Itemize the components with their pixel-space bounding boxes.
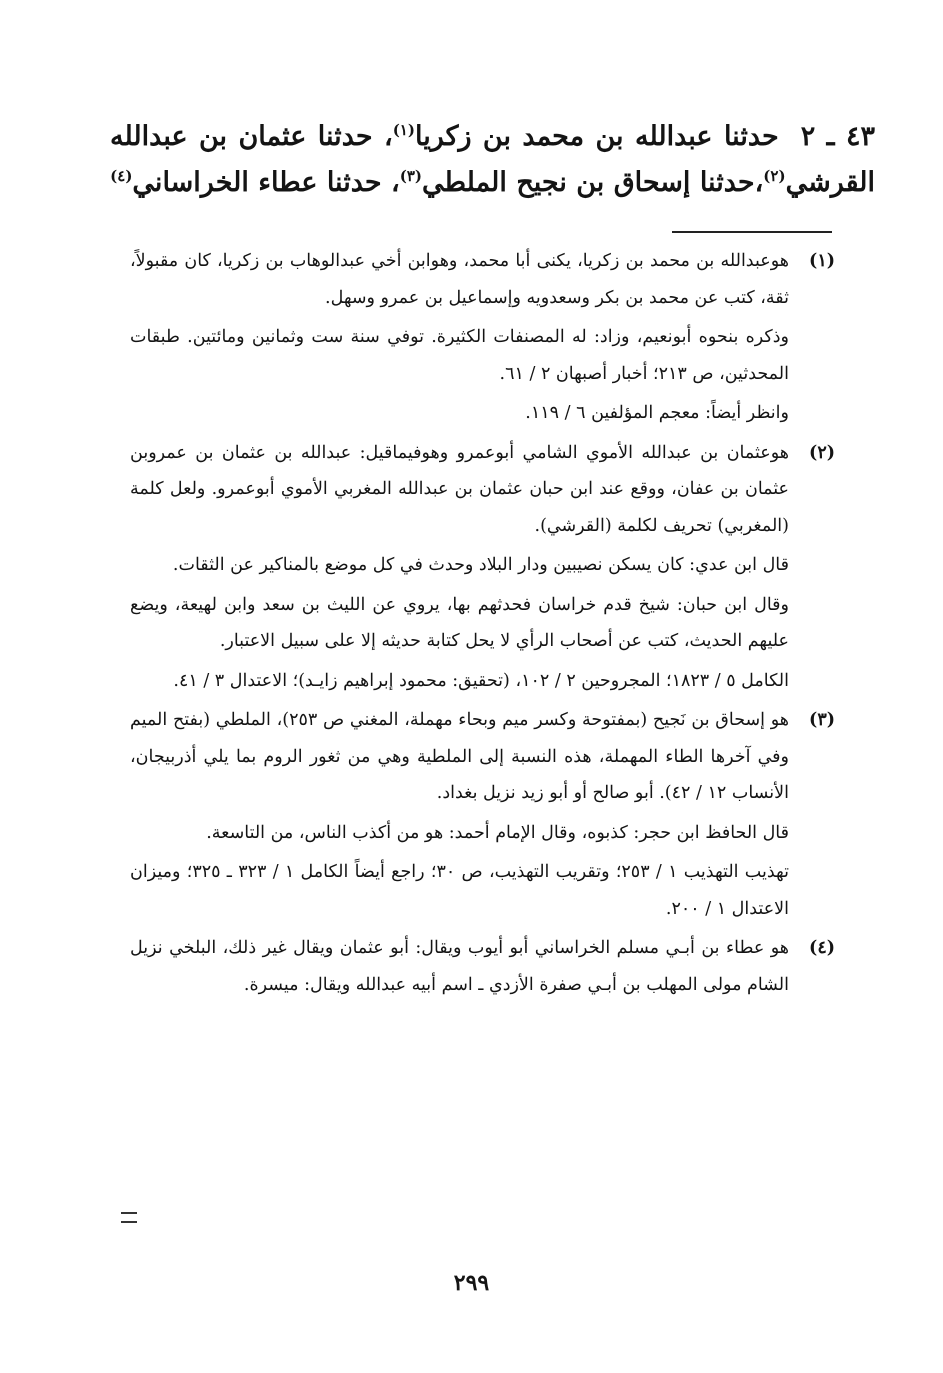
footnote-4 [130,930,835,1006]
footnote-paragraph: قال ابن عدي: كان يسكن نصيبين ودار البلاد وحدث في كل موضع بالمناكير عن الثقات. [172,555,789,575]
hadith-number: ٤٣ ـ ٢ [800,121,875,152]
narration-segment: ، حدثنا عطاء الخراساني [132,167,400,198]
footnote-number: (١) [809,251,835,271]
narration-segment: ،حدثنا إسحاق بن نجيح الملطي [421,167,764,198]
footnote-number: (٣) [809,710,835,730]
continuation-mark [121,1212,137,1223]
footnote-number: (٤) [809,938,835,958]
footnote-paragraph: وقال ابن حبان: شيخ قدم خراسان فحدثهم بها، يروي عن الليث بن سعد وابن لهيعة، ويضع عليهم الحديث، كتب عن أصحاب الرأي لا يحل كتابة حديثه إلا على سبيل الاعتبار. [130,594,789,651]
footnote-body [130,243,789,435]
footnote-paragraph: هو عطاء بن أبـي مسلم الخراساني أبو أيوب ويقال: أبو عثمان ويقال غير ذلك، البلخي نزيل الشام مولى المهلب بن أبـي صفرة الأزدي ـ اسم أبيه عبدالله ويقال: ميسرة. [130,938,789,995]
footnote-paragraph: هو إسحاق بن نَجيح (بمفتوحة وكسر ميم وبحاء مهملة، المغني ص ٢٥٣)، الملطي (بفتح الميم وفي آخرها الطاء المهملة، هذه النسبة إلى الملطية وهي من ثغور الروم بما يلي أذربيجان، الأنساب ١٢ / ٤٢). أبو صالح أو أبو زيد نزيل بغداد. [130,710,790,803]
hadith-chain-text [110,114,875,206]
footnote-body [130,702,789,930]
footnote-separator [672,231,832,233]
footnote-body [130,930,789,1006]
footnote-paragraph: هوعثمان بن عبدالله الأموي الشامي أبوعمرو وهوفيماقيل: عبدالله بن عثمان بن عمروبن عثمان بن عفان، ووقع عند ابن حبان عثمان بن عبدالله المغربي الأموي أبوعمرو. ولعل كلمة (المغربي) تحريف لكلمة (القرشي). [130,442,789,536]
footnote-number: (٢) [809,442,835,463]
page-number: ٢٩٩ [453,1270,490,1296]
footnote-paragraph: هوعبدالله بن محمد بن زكريا، يكنى أبا محمد، وهوابن أخي عبدالوهاب بن زكريا، كان مقبولاً، ثقة، كتب عن محمد بن بكر وسعدويه وإسماعيل بن عمرو وسهل. [130,251,789,308]
narration-segment: ، حدثنا عثمان بن عبدالله القرشي [110,121,875,198]
footnote-paragraph: الكامل ٥ / ١٨٢٣؛ المجروحين ٢ / ١٠٢، (تحقيق: محمود إبراهيم زايـد)؛ الاعتدال ٣ / ٤١. [173,670,789,691]
footnote-paragraph: قال الحافظ ابن حجر: كذبوه، وقال الإمام أحمد: هو من أكذب الناس، من التاسعة. [206,822,789,843]
footnote-paragraph: وانظر أيضاً: معجم المؤلفين ٦ / ١١٩. [525,403,789,423]
footnote-paragraph: تهذيب التهذيب ١ / ٢٥٣؛ وتقريب التهذيب، ص ٣٠؛ راجع أيضاً الكامل ١ / ٣٢٣ ـ ٣٢٥؛ وميزان الاعتدال ١ / ٢٠٠. [130,862,789,919]
footnote-1 [130,243,835,435]
footnote-ref: (٣) [399,167,422,185]
footnote-body [130,435,789,703]
footnote-3 [130,702,835,930]
footnote-ref: (٤) [110,167,133,185]
footnote-paragraph: وذكره بنحوه أبونعيم، وزاد: له المصنفات الكثيرة. توفي سنة ست وثمانين ومائتين. طبقات المحدثين، ص ٢١٣؛ أخبار أصبهان ٢ / ٦١. [130,327,789,384]
footnote-ref: (١) [392,121,415,139]
narration-segment: حدثنا عبدالله بن محمد بن زكريا [414,121,779,152]
footnotes-section [130,243,835,1006]
footnote-2 [130,435,835,703]
footnote-ref: (٢) [763,167,786,185]
